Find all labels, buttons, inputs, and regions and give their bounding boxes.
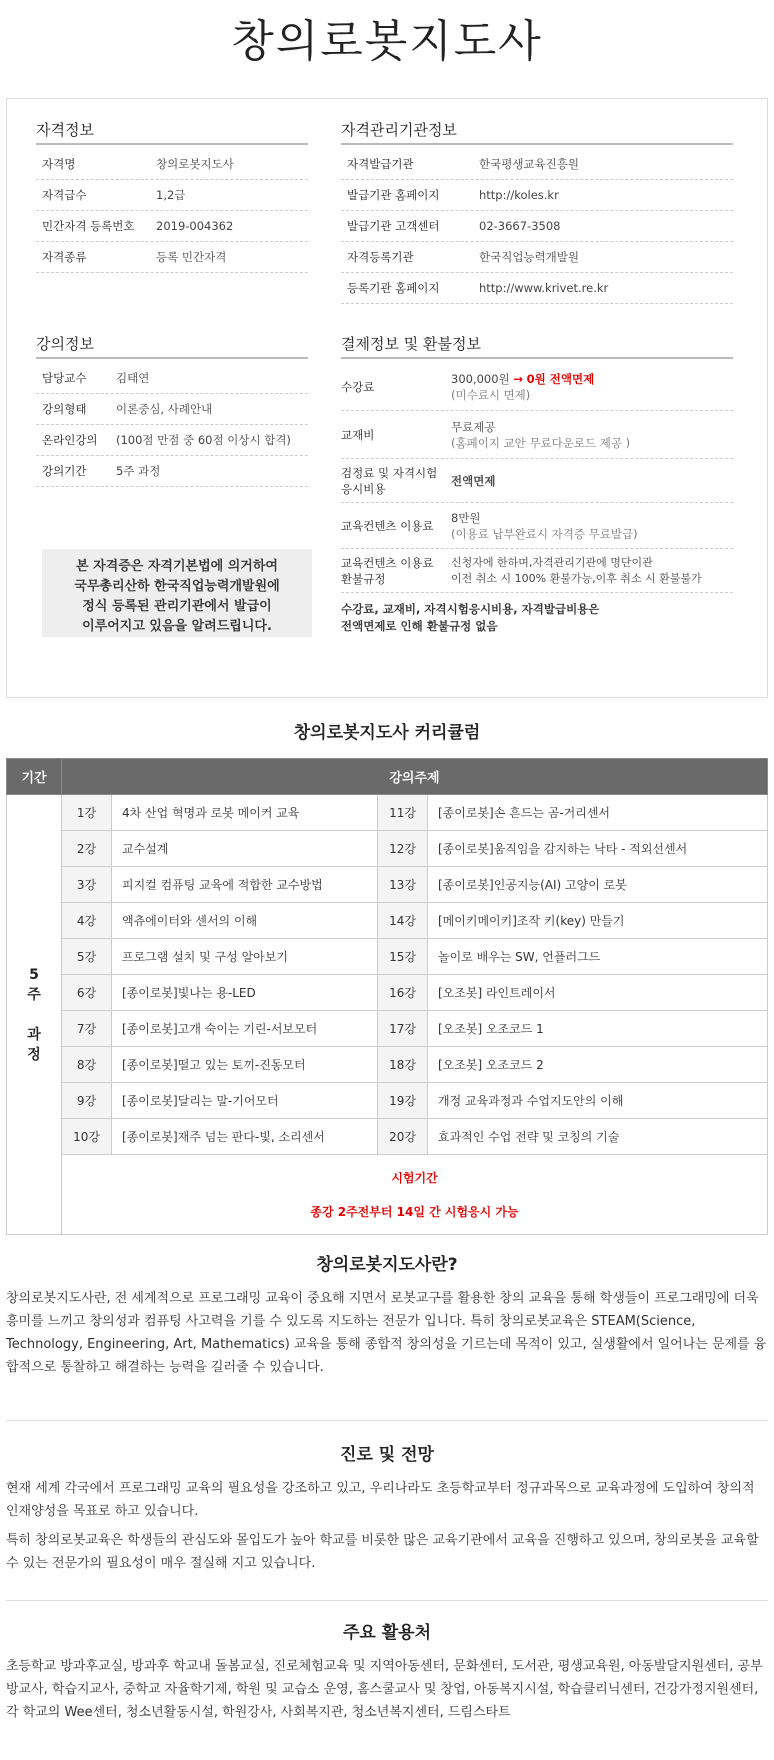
refund-footer-line: 수강료, 교재비, 자격시험응시비용, 자격발급비용은 xyxy=(341,602,600,616)
table-row xyxy=(7,795,768,831)
info-key: 강의형태 xyxy=(42,402,87,416)
content-fee-row xyxy=(341,503,733,549)
info-value: 한국평생교육진흥원 xyxy=(479,157,579,171)
lesson-number: 7강 xyxy=(62,1011,112,1047)
table-row xyxy=(7,975,768,1011)
exam-fee-value: 전액면제 xyxy=(451,473,496,488)
lesson-topic: [종이로봇]인공지능(AI) 고양이 로봇 xyxy=(428,867,768,903)
lesson-topic: 놀이로 배우는 SW, 언플러그드 xyxy=(428,939,768,975)
exam-period-cell xyxy=(62,1155,768,1235)
lesson-topic: 개정 교육과정과 수업지도안의 이해 xyxy=(428,1083,768,1119)
info-row xyxy=(36,363,308,394)
refund-value: 이전 취소 시 100% 환불가능,이후 취소 시 환불불가 xyxy=(451,571,702,585)
refund-label: 환불규정 xyxy=(341,571,386,586)
content-fee-label: 교육컨텐츠 이용료 xyxy=(341,518,434,533)
info-key: 자격종류 xyxy=(42,250,87,264)
period-text: 주 xyxy=(27,986,41,1003)
refund-label: 교육컨텐츠 이용료 xyxy=(341,555,434,570)
lesson-number: 2강 xyxy=(62,831,112,867)
table-row xyxy=(7,1083,768,1119)
lesson-topic: [오조봇] 오조코드 2 xyxy=(428,1047,768,1083)
agency-section xyxy=(341,119,733,304)
homepage-link[interactable]: http://www.krivet.re.kr xyxy=(479,281,609,295)
career-paragraph: 현재 세계 각국에서 프로그래밍 교육의 필요성을 강조하고 있고, 우리나라도 초등학교부터 정규과목으로 교육과정에 도입하여 창의적 인재양성을 목표로 하고 있습니다. xyxy=(6,1481,755,1519)
homepage-link[interactable]: http://koles.kr xyxy=(479,188,559,202)
textbook-note: (홈페이지 교안 무료다운로드 제공 ) xyxy=(451,435,631,450)
lesson-number: 10강 xyxy=(62,1119,112,1155)
refund-footer xyxy=(341,593,733,635)
info-value: 김태연 xyxy=(116,371,150,385)
fee-row xyxy=(341,363,733,411)
about-body: 창의로봇지도사란, 전 세계적으로 프로그래밍 교육이 중요해 지면서 로봇교구를 활용한 창의 교육을 통해 학생들이 프로그래밍에 더욱 흥미를 느끼고 창의성과 컴퓨팅 사고력을 기를 수 있도록 지도하는 전문가 입니다. 특히 창의로봇교육은 STEAM(Science, Technology, Engineering, Art, Mathematics) 교육을 통해 종합적 창의성을 기르는데 목적이 있고, 실생활에서 일어나는 문제를 융합적으로 통찰하고 해결하는 능력을 길러줄 수 있습니다. xyxy=(6,1291,767,1375)
notice-line: 국무총리산하 한국직업능력개발원에 xyxy=(74,579,280,594)
qualification-section xyxy=(36,119,308,273)
info-row xyxy=(341,242,733,273)
lesson-topic: 교수설계 xyxy=(112,831,378,867)
lesson-number: 19강 xyxy=(378,1083,428,1119)
lesson-topic: 피지컬 컴퓨팅 교육에 적합한 교수방법 xyxy=(112,867,378,903)
info-box xyxy=(6,98,768,698)
textbook-value: 무료제공 xyxy=(451,419,496,434)
lesson-number: 1강 xyxy=(62,795,112,831)
refund-row xyxy=(341,549,733,593)
lesson-topic: [종이로봇]빛나는 용-LED xyxy=(112,975,378,1011)
info-key: 온라인강의 xyxy=(42,433,98,447)
info-value: 창의로봇지도사 xyxy=(156,157,234,171)
info-key: 자격명 xyxy=(42,157,76,171)
info-row xyxy=(36,394,308,425)
payment-section xyxy=(341,333,733,635)
lesson-topic: 액츄에이터와 센서의 이해 xyxy=(112,903,378,939)
content-fee-note: (이용료 납부완료시 자격증 무료발급) xyxy=(451,526,638,541)
content-fee-value: 8만원 xyxy=(451,510,481,525)
lesson-number: 15강 xyxy=(378,939,428,975)
lesson-number: 14강 xyxy=(378,903,428,939)
column-header-period: 기간 xyxy=(7,759,62,795)
exam-description: 종강 2주전부터 14일 간 시험응시 가능 xyxy=(310,1204,519,1219)
period-text: 정 xyxy=(27,1046,41,1063)
table-row xyxy=(7,831,768,867)
info-value: 등록 민간자격 xyxy=(156,250,227,264)
lesson-topic: [종이로봇]달리는 말-기어모터 xyxy=(112,1083,378,1119)
info-row xyxy=(36,425,308,456)
lesson-number: 11강 xyxy=(378,795,428,831)
curriculum-title: 창의로봇지도사 커리큘럼 xyxy=(293,723,481,743)
table-row xyxy=(7,867,768,903)
lesson-number: 4강 xyxy=(62,903,112,939)
info-value: 5주 과정 xyxy=(116,464,161,478)
lesson-topic: 4차 산업 혁명과 로봇 메이커 교육 xyxy=(112,795,378,831)
column-header-topic: 강의주제 xyxy=(62,759,768,795)
textbook-row xyxy=(341,411,733,459)
notice-line: 본 자격증은 자격기본법에 의거하여 xyxy=(76,559,278,574)
exam-row xyxy=(7,1155,768,1235)
info-row xyxy=(36,211,308,242)
table-row xyxy=(7,1047,768,1083)
info-key: 발급기관 고객센터 xyxy=(347,219,440,233)
lesson-number: 20강 xyxy=(378,1119,428,1155)
info-key: 자격급수 xyxy=(42,188,87,202)
career-paragraph: 특히 창의로봇교육은 학생들의 관심도와 몰입도가 높아 학교를 비롯한 많은 교육기관에서 교육을 진행하고 있으며, 창의로봇을 교육할 수 있는 전문가의 필요성이 매우 절실해 지고 있습니다. xyxy=(6,1533,759,1571)
info-key: 발급기관 홈페이지 xyxy=(347,188,440,202)
period-text: 5 xyxy=(29,966,39,983)
fee-note: (미수료시 면제) xyxy=(451,387,531,402)
info-row xyxy=(36,149,308,180)
exam-fee-row xyxy=(341,459,733,503)
payment-heading: 결제정보 및 환불정보 xyxy=(341,333,733,359)
fee-arrow: → xyxy=(513,371,523,386)
info-value: 이론중심, 사례안내 xyxy=(116,402,213,416)
lesson-topic: [메이키메이키]조작 키(key) 만들기 xyxy=(428,903,768,939)
notice-line: 이루어지고 있음을 알려드립니다. xyxy=(82,619,272,634)
info-row xyxy=(36,456,308,487)
info-key: 자격등록기관 xyxy=(347,250,414,264)
lesson-number: 6강 xyxy=(62,975,112,1011)
exam-fee-label: 응시비용 xyxy=(341,481,386,496)
lecture-section xyxy=(36,333,308,487)
career-section xyxy=(6,1440,768,1575)
section-divider xyxy=(6,1600,768,1601)
info-key: 민간자격 등록번호 xyxy=(42,219,135,233)
fee-label: 수강료 xyxy=(341,379,375,394)
lesson-number: 8강 xyxy=(62,1047,112,1083)
exam-fee-label: 검정료 및 자격시험 xyxy=(341,465,438,480)
info-row xyxy=(36,242,308,273)
info-row xyxy=(36,180,308,211)
lesson-number: 13강 xyxy=(378,867,428,903)
agency-heading: 자격관리기관정보 xyxy=(341,119,733,145)
table-row xyxy=(7,1119,768,1155)
lesson-number: 12강 xyxy=(378,831,428,867)
lesson-number: 5강 xyxy=(62,939,112,975)
career-heading: 진로 및 전망 xyxy=(340,1445,434,1465)
lesson-topic: [종이로봇]손 흔드는 곰-거리센서 xyxy=(428,795,768,831)
info-value: (100점 만점 중 60점 이상시 합격) xyxy=(116,433,291,447)
lesson-topic: [종이로봇]고개 숙이는 기린-서보모터 xyxy=(112,1011,378,1047)
info-value: 1,2급 xyxy=(156,188,186,202)
lesson-number: 3강 xyxy=(62,867,112,903)
refund-footer-line: 전액면제로 인해 환불규정 없음 xyxy=(341,619,498,633)
refund-value: 신청자에 한하며,자격관리기관에 명단이관 xyxy=(451,555,653,569)
info-row xyxy=(341,211,733,242)
notice-box xyxy=(42,549,312,637)
info-value: 2019-004362 xyxy=(156,219,234,233)
lesson-topic: 프로그램 설치 및 구성 알아보기 xyxy=(112,939,378,975)
textbook-label: 교재비 xyxy=(341,427,375,442)
fee-now: 0원 전액면제 xyxy=(526,371,595,386)
info-key: 자격발급기관 xyxy=(347,157,414,171)
info-row xyxy=(341,273,733,304)
period-cell xyxy=(7,795,62,1235)
period-text: 과 xyxy=(27,1026,41,1043)
fee-original: 300,000원 xyxy=(451,371,510,386)
info-key: 담당교수 xyxy=(42,371,87,385)
lesson-topic: [종이로봇]떨고 있는 토끼-진동모터 xyxy=(112,1047,378,1083)
qualification-heading: 자격정보 xyxy=(36,119,308,145)
table-row xyxy=(7,1011,768,1047)
info-row xyxy=(341,180,733,211)
usage-body: 초등학교 방과후교실, 방과후 학교내 돌봄교실, 진로체험교육 및 지역아동센터, 문화센터, 도서관, 평생교육원, 아동발달지원센터, 공부방교사, 학습지교사, 중학교 자율학기제, 학원 및 교습소 운영, 홈스쿨교사 및 창업, 아동복지시설, 학습클리닉센터, 건강가정지원센터, 각 학교의 Wee센터, 청소년활동시설, 학원강사, 사회복지관, 청소년복지센터, 드림스타트 xyxy=(6,1659,763,1720)
info-key: 등록기관 홈페이지 xyxy=(347,281,440,295)
table-row xyxy=(7,939,768,975)
info-row xyxy=(341,149,733,180)
info-value: 02-3667-3508 xyxy=(479,219,561,233)
lesson-number: 18강 xyxy=(378,1047,428,1083)
exam-title: 시험기간 xyxy=(391,1170,438,1185)
section-divider xyxy=(6,1420,768,1421)
lesson-number: 17강 xyxy=(378,1011,428,1047)
lesson-topic: [종이로봇]재주 넘는 판다-빛, 소리센서 xyxy=(112,1119,378,1155)
table-row xyxy=(7,903,768,939)
lesson-topic: [오조봇] 라인트레이서 xyxy=(428,975,768,1011)
info-value: 한국직업능력개발원 xyxy=(479,250,579,264)
lesson-number: 9강 xyxy=(62,1083,112,1119)
info-key: 강의기간 xyxy=(42,464,87,478)
about-heading: 창의로봇지도사란? xyxy=(316,1255,458,1275)
notice-line: 정식 등록된 관리기관에서 발급이 xyxy=(82,599,272,614)
usage-section xyxy=(6,1618,768,1724)
lesson-topic: [오조봇] 오조코드 1 xyxy=(428,1011,768,1047)
lesson-topic: [종이로봇]움직임을 감지하는 낙타 - 적외선센서 xyxy=(428,831,768,867)
lecture-heading: 강의정보 xyxy=(36,333,308,359)
lesson-topic: 효과적인 수업 전략 및 코칭의 기술 xyxy=(428,1119,768,1155)
lesson-number: 16강 xyxy=(378,975,428,1011)
page-title: 창의로봇지도사 xyxy=(231,16,543,67)
curriculum-table xyxy=(6,758,768,1235)
about-section xyxy=(6,1250,768,1379)
usage-heading: 주요 활용처 xyxy=(342,1623,432,1643)
